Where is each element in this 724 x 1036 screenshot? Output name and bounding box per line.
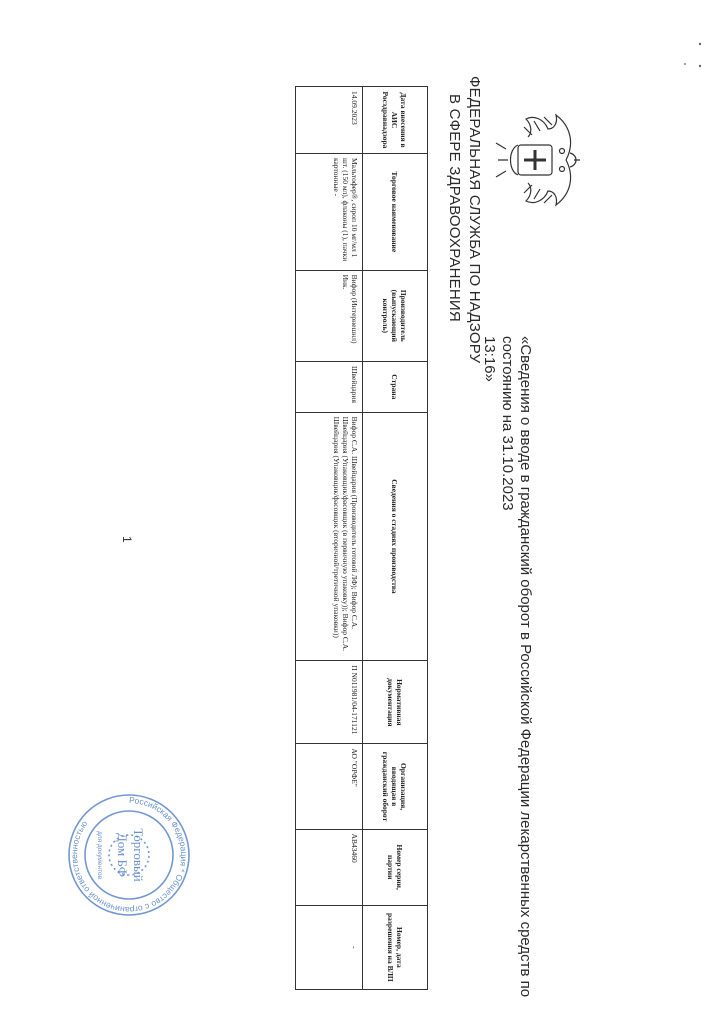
eagle-emblem-icon [494, 105, 584, 215]
stamp-side-text: для документов [96, 830, 103, 880]
stamp-outer-text: Российская Федерация * Общество с ограниченной ответственностью [68, 794, 190, 916]
agency-line-2: В СФЕРЕ ЗДРАВООХРАНЕНИЯ [446, 94, 463, 322]
cell-permit: - [296, 905, 363, 989]
header-production-stages: Сведения о стадиях производства [363, 412, 428, 661]
scan-dots-icon [680, 38, 710, 78]
agency-line-1: ФЕДЕРАЛЬНАЯ СЛУЖБА ПО НАДЗОРУ [466, 76, 483, 364]
header-permit: Номер, дата разрешения на ВЛП [363, 905, 428, 989]
cell-date: 14.09.2023 [296, 87, 363, 154]
document-title-line-2: 13:16» [481, 336, 498, 382]
cell-trade-name: Мальтофер®, сироп 10 мг/мл 1 шт. (150 мл), флаконы (1), пачки картонные - [296, 153, 363, 270]
header-organization: Организация, вводящая в гражданский оборот [363, 744, 428, 829]
header-trade-name: Торговое наименование [363, 153, 428, 270]
table-header-row [363, 87, 428, 990]
agency-name [444, 76, 484, 376]
cell-batch-number: AB43460 [296, 829, 363, 905]
table-row [296, 87, 363, 990]
cell-manufacturer: Вифор (Интернешнл) Инк. [296, 270, 363, 361]
header-date: Дата внесения в АИС Росздравнадзора [363, 87, 428, 154]
stamp-center-line-2: Дом БФ [115, 832, 130, 878]
page-number: 1 [120, 536, 134, 543]
header-country: Страна [363, 361, 428, 412]
registry-table [295, 86, 428, 990]
cell-production-stages: Вифор С.А. Швейцария (Производитель готовой ЛФ); Вифор С.А. Швейцария (Упаковщик/фасовщик (в первичную упаковку)); Вифор С.А. Швейцария (Упаковщик/фасовщик (вторичной/третичной упаковки)) [296, 412, 363, 661]
cell-organization: АО "ОРФЕ" [296, 744, 363, 829]
stamp-center-line-1: Торговый [131, 828, 146, 882]
header-manufacturer: Производитель (выпускающий контроль) [363, 270, 428, 361]
company-stamp-icon [64, 790, 194, 920]
header-batch-number: Номер серии, партии [363, 829, 428, 905]
document-title [480, 336, 534, 1036]
header-normative-docs: Нормативная документация [363, 661, 428, 744]
cell-normative-docs: П N011981/04-171121 [296, 661, 363, 744]
cell-country: Швейцария [296, 361, 363, 412]
document-title-line-1: «Сведения о вводе в гражданский оборот в Российской Федерации лекарственных средств по состоянию на 31.10.2023 [499, 336, 534, 998]
